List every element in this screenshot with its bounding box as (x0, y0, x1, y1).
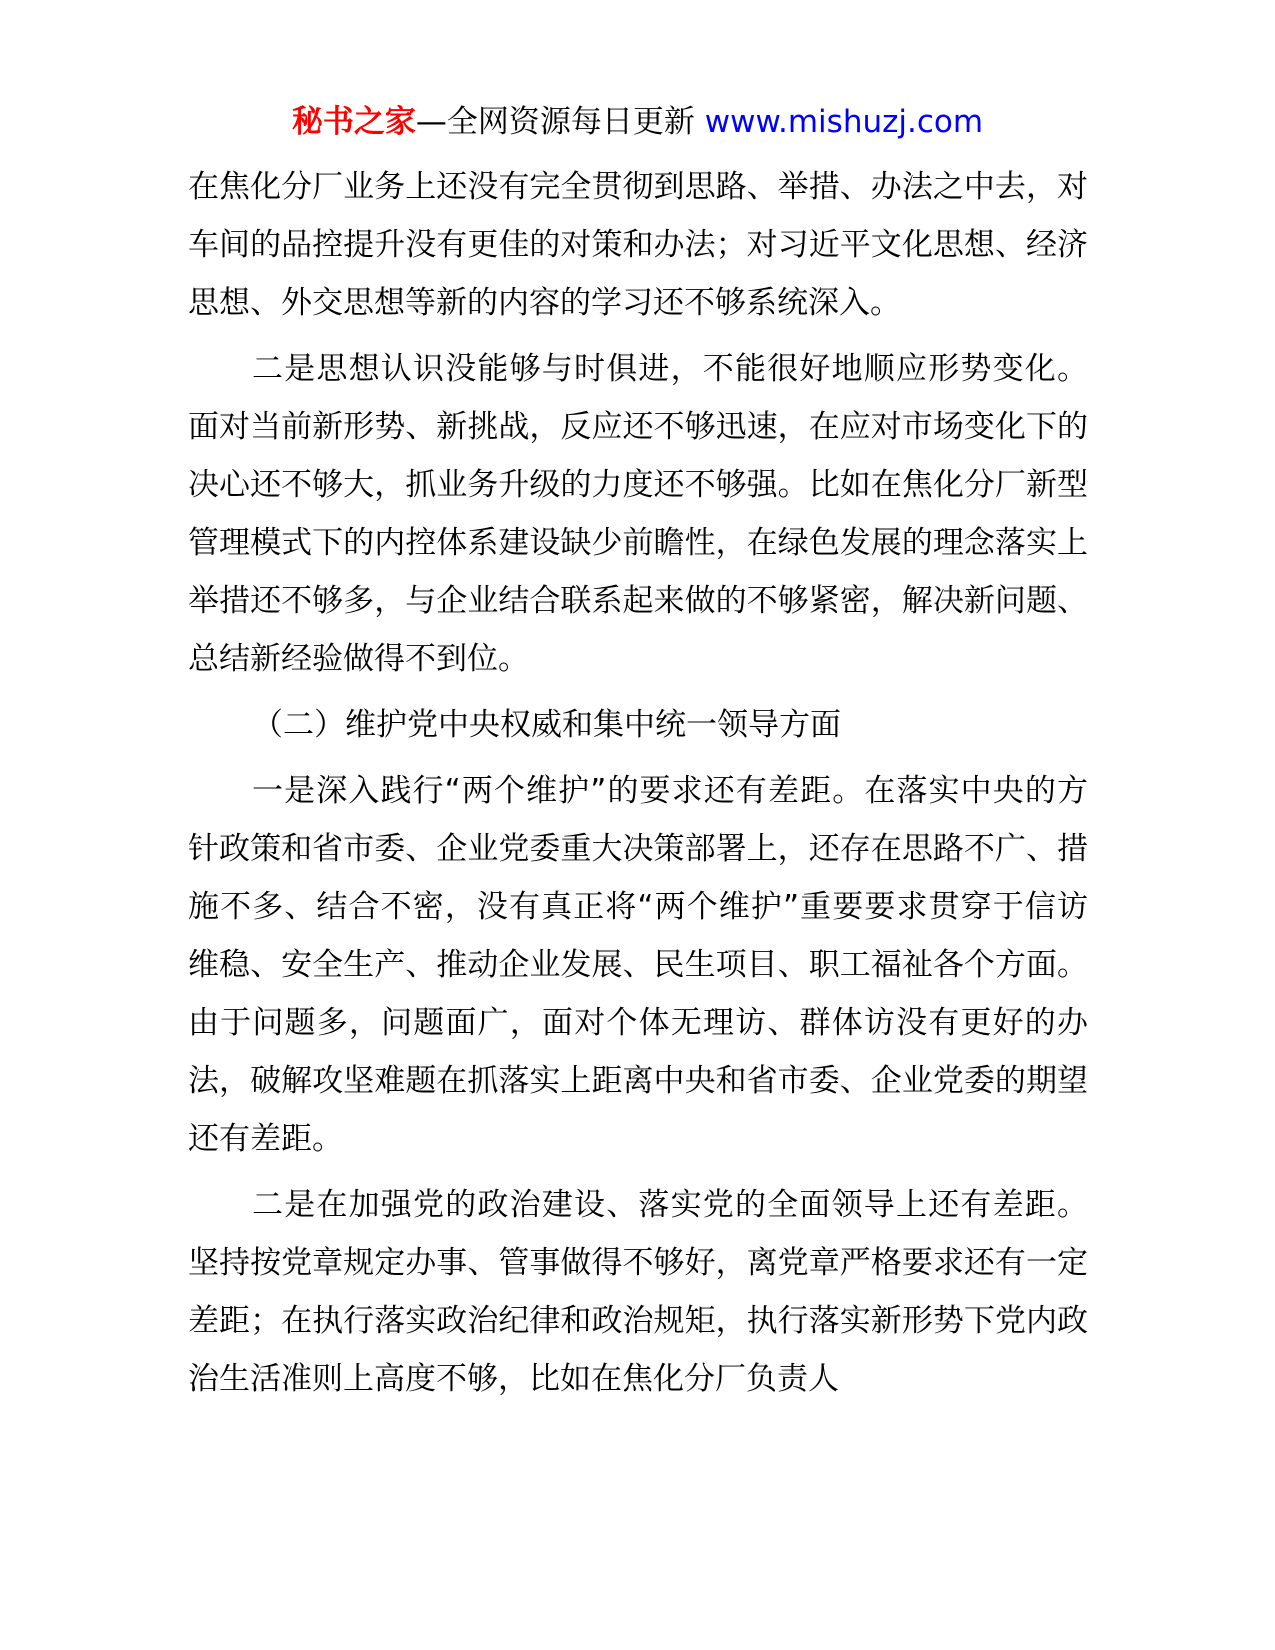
header-tagline: —全网资源每日更新 (415, 104, 705, 140)
paragraph-2: 二是思想认识没能够与时俱进，不能很好地顺应形势变化。面对当前新形势、新挑战，反应还不够迅速，在应对市场变化下的决心还不够大，抓业务升级的力度还不够强。比如在焦化分厂新型管理模式下的内控体系建设缺少前瞻性，在绿色发展的理念落实上举措还不够多，与企业结合联系起来做的不够紧密，解决新问题、总结新经验做得不到位。 (188, 351, 1088, 677)
paragraph-4: 二是在加强党的政治建设、落实党的全面领导上还有差距。坚持按党章规定办事、管事做得不够好，离党章严格要求还有一定差距；在执行落实政治纪律和政治规矩，执行落实新形势下党内政治生活准则上高度不够，比如在焦化分厂负责人 (188, 1187, 1088, 1397)
document-body (188, 158, 1088, 1408)
paragraph-3: 一是深入践行“两个维护”的要求还有差距。在落实中央的方针政策和省市委、企业党委重大决策部署上，还存在思路不广、措施不多、结合不密，没有真正将“两个维护”重要要求贯穿于信访维稳、安全生产、推动企业发展、民生项目、职工福祉各个方面。由于问题多，问题面广，面对个体无理访、群体访没有更好的办法，破解攻坚难题在抓落实上距离中央和省市委、企业党委的期望还有差距。 (188, 773, 1088, 1157)
section-heading: （二）维护党中央权威和集中统一领导方面 (252, 707, 841, 743)
paragraph-1: 在焦化分厂业务上还没有完全贯彻到思路、举措、办法之中去，对车间的品控提升没有更佳的对策和办法；对习近平文化思想、经济思想、外交思想等新的内容的学习还不够系统深入。 (188, 169, 1088, 321)
header-brand: 秘书之家 (291, 104, 416, 140)
page-header (0, 100, 1275, 144)
header-site-link[interactable]: www.mishuzj.com (704, 104, 984, 140)
